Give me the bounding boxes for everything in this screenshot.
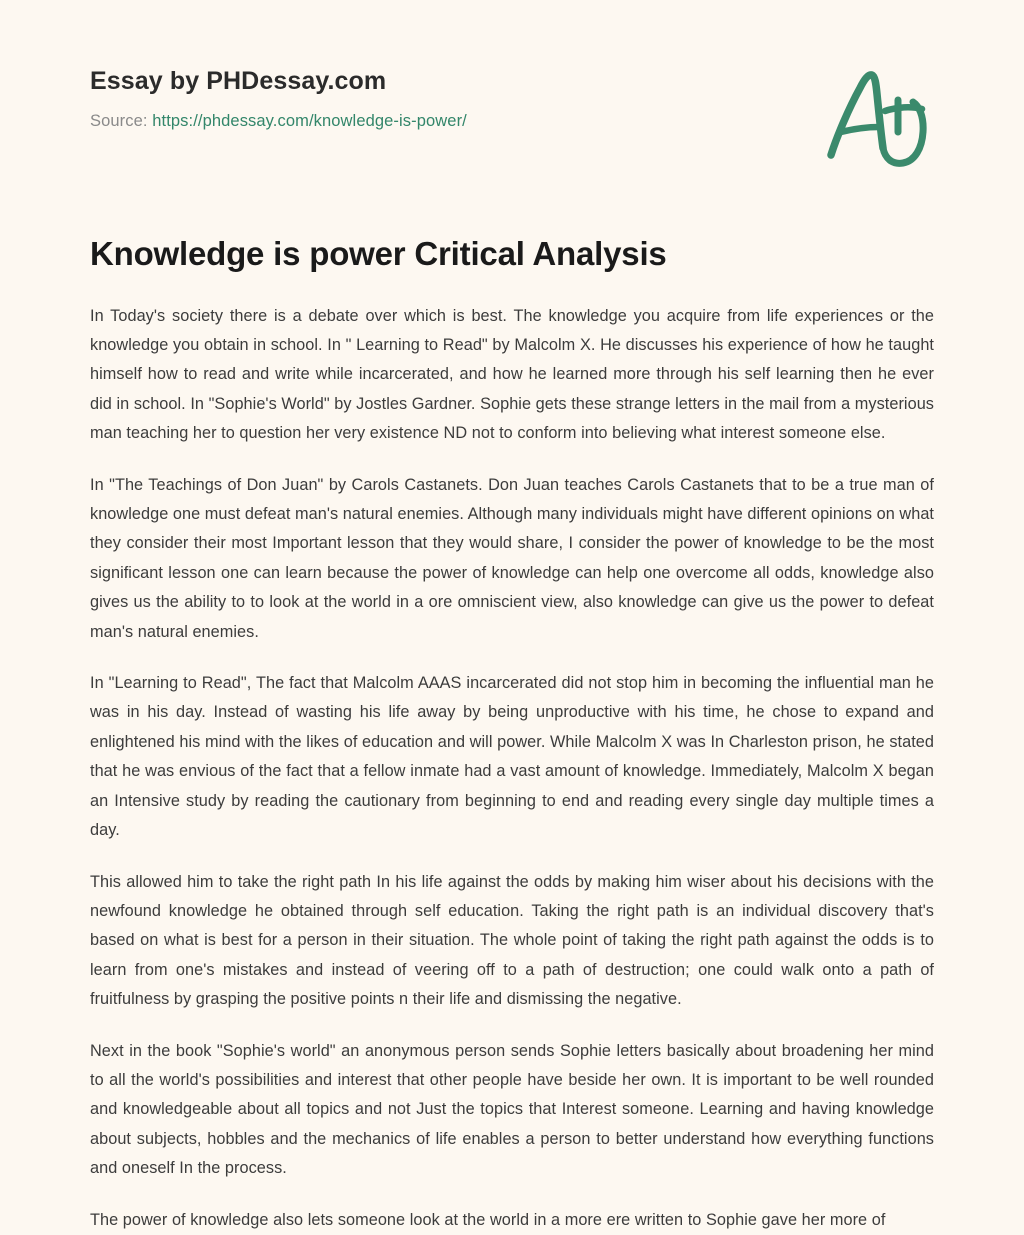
paragraph: The power of knowledge also lets someone look at the world in a more ere written to Sophie gave her more of xyxy=(90,1210,886,1229)
source-url-link[interactable]: https://phdessay.com/knowledge-is-power/ xyxy=(152,111,467,130)
paragraph: In Today's society there is a debate over which is best. The knowledge you acquire from life experiences or the knowledge you obtain in school. In " Learning to Read" by Malcolm X. He discusses his experience of how he taught himself how to read and write while incarcerated, and how he learned more through his self learning then he ever did in school. In "Sophie's World" by Jostles Gardner. Sophie gets these strange letters in the mail from a mysterious man teaching her to question her very existence ND not to conform into believing what interest someone else. xyxy=(90,306,934,443)
source-label: Source: xyxy=(90,111,148,130)
a-plus-logo-icon xyxy=(819,62,939,172)
paragraph: In "The Teachings of Don Juan" by Carols Castanets. Don Juan teaches Carols Castanets that to be a true man of knowledge one must defeat man's natural enemies. Although many individuals might have different opinions on what they consider their most Important lesson that they would share, I consider the power of knowledge to be the most significant lesson one can learn because the power of knowledge can help one overcome all odds, knowledge also gives us the ability to to look at the world in a ore omniscient view, also knowledge can give us the power to defeat man's natural enemies. xyxy=(90,475,934,641)
document-header xyxy=(90,0,934,168)
paragraph: In "Learning to Read", The fact that Malcolm AAAS incarcerated did not stop him in becoming the influential man he was in his day. Instead of wasting his life away by being unproductive with his time, he chose to expand and enlightened his mind with the likes of education and will power. While Malcolm X was In Charleston prison, he stated that he was envious of the fact that a fellow inmate had a vast amount of knowledge. Immediately, Malcolm X began an Intensive study by reading the cautionary from beginning to end and reading every single day multiple times a day. xyxy=(90,674,934,840)
page-title: Knowledge is power Critical Analysis xyxy=(90,235,667,272)
paragraph: This allowed him to take the right path In his life against the odds by making him wiser about his decisions with the newfound knowledge he obtained through self education. Taking the right path is an individual discovery that's based on what is best for a person in their situation. The whole point of taking the right path against the odds is to learn from one's mistakes and instead of veering off to a path of destruction; one could walk onto a path of fruitfulness by grasping the positive points n their life and dismissing the negative. xyxy=(90,872,934,1009)
brand-title: Essay by PHDessay.com xyxy=(90,67,387,95)
source-line xyxy=(90,112,934,131)
paragraph: Next in the book "Sophie's world" an anonymous person sends Sophie letters basically about broadening her mind to all the world's possibilities and interest that other people have beside her own. It is important to be well rounded and knowledgeable about all topics and not Just the topics that Interest someone. Learning and having knowledge about subjects, hobbles and the mechanics of life enables a person to better understand how everything functions and oneself In the process. xyxy=(90,1041,934,1178)
essay-body xyxy=(90,274,934,1235)
